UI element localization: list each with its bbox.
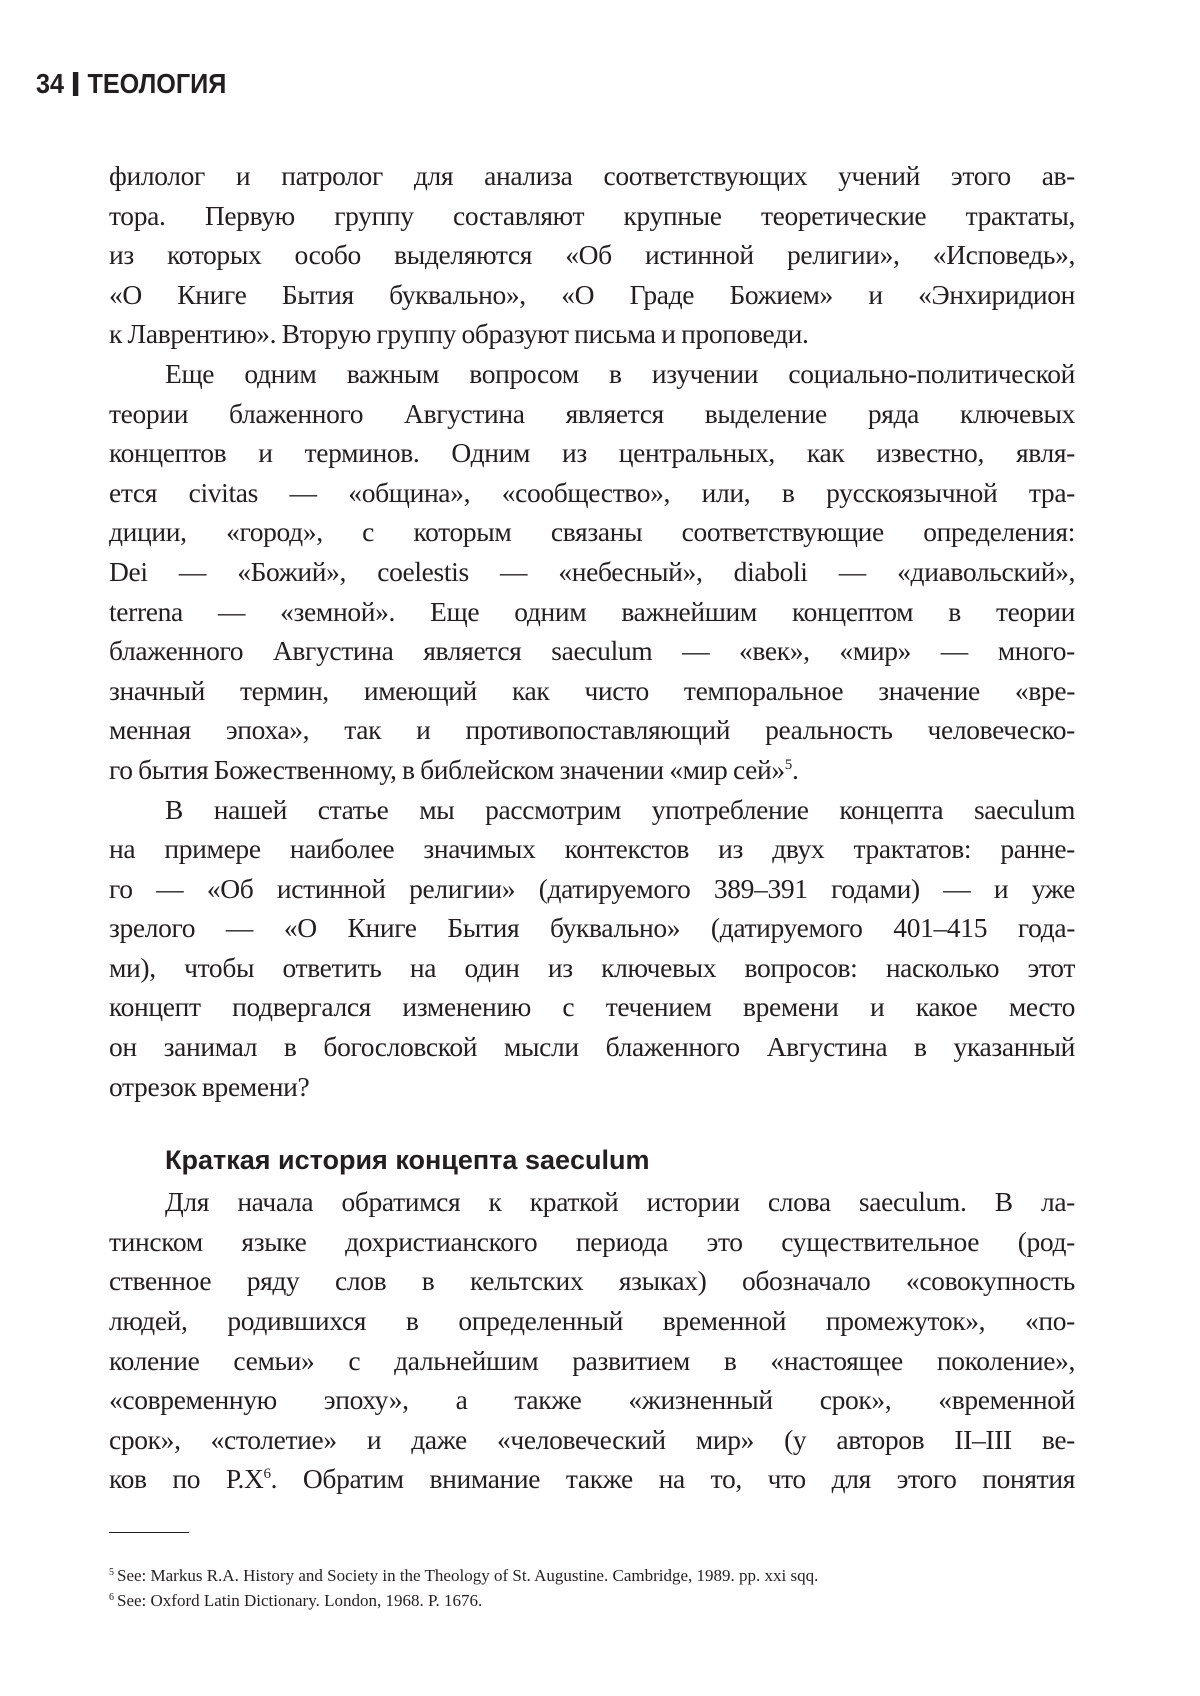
text-line: значный термин, имеющий как чисто темпоральное значение «вре- <box>109 674 1075 706</box>
text-line <box>109 750 1075 790</box>
text-line: срок», «столетие» и даже «человеческий мир» (у авторов II–III ве- <box>109 1423 1075 1455</box>
section-heading: Краткая история концепта saeculum <box>165 1145 650 1176</box>
footnote-number: 5 <box>109 1567 114 1578</box>
text-line: менная эпоха», так и противопоставляющий реальность человеческо- <box>109 714 1075 746</box>
footnote-ref[interactable]: 6 <box>263 1466 271 1483</box>
footnote-rule <box>109 1532 189 1533</box>
text-line: тора. Первую группу составляют крупные теоретические трактаты, <box>109 199 1075 231</box>
separator-bar <box>73 72 78 96</box>
line-text: ков по Р.Х <box>109 1463 264 1495</box>
section-title: ТЕОЛОГИЯ <box>87 68 227 99</box>
text-line: зрелого — «О Книге Бытия буквально» (датируемого 401–415 года- <box>109 912 1075 944</box>
paragraph <box>109 790 1075 1107</box>
footnotes <box>109 1563 818 1613</box>
text-line: terrena — «земной». Еще одним важнейшим концептом в теории <box>109 595 1075 627</box>
text-line: ется civitas — «община», «сообщество», или, в русскоязычной тра- <box>109 476 1075 508</box>
text-line: концепт подвергался изменению с течением времени и какое место <box>109 991 1075 1023</box>
text-line: из которых особо выделяются «Об истинной религии», «Исповедь», <box>109 239 1075 271</box>
text-line: на примере наиболее значимых контекстов из двух трактатов: ранне- <box>109 833 1075 865</box>
running-head <box>36 68 226 100</box>
footnote-text: See: Markus R.A. History and Society in the Theology of St. Augustine. Cambridge, 1989. pp. xxi sqq. <box>117 1566 819 1585</box>
text-line: концептов и терминов. Одним из центральных, как известно, явля- <box>109 437 1075 469</box>
page-number: 34 <box>36 68 65 99</box>
text-line: теории блаженного Августина является выделение ряда ключевых <box>109 397 1075 429</box>
text-line: «О Книге Бытия буквально», «О Граде Божием» и «Энхиридион <box>109 278 1075 310</box>
text-line: тинском языке дохристианского периода это существительное (род- <box>109 1225 1075 1257</box>
paragraph <box>109 1182 1075 1499</box>
text-line: Dei — «Божий», coelestis — «небесный», diaboli — «диавольский», <box>109 555 1075 587</box>
paragraph <box>109 354 1075 790</box>
text-line: Для начала обратимся к краткой истории слова saeculum. В ла- <box>165 1186 1075 1218</box>
line-text: . <box>791 753 799 785</box>
text-line: к Лаврентию». Вторую группу образуют письма и проповеди. <box>109 318 809 350</box>
text-line: блаженного Августина является saeculum — «век», «мир» — много- <box>109 635 1075 667</box>
text-line: го — «Об истинной религии» (датируемого 389–391 годами) — и уже <box>109 872 1075 904</box>
footnote <box>109 1588 818 1613</box>
footnote-text: See: Oxford Latin Dictionary. London, 1968. P. 1676. <box>117 1591 483 1610</box>
text-line: диции, «город», с которым связаны соответствующие определения: <box>109 516 1075 548</box>
text-line: ми), чтобы ответить на один из ключевых вопросов: насколько этот <box>109 951 1075 983</box>
body-text <box>109 156 1075 1499</box>
footnote-number: 6 <box>109 1592 114 1603</box>
text-line: отрезок времени? <box>109 1070 310 1102</box>
text-line <box>109 1459 1075 1499</box>
line-text: го бытия Божественному, в библейском значении «мир сей» <box>109 753 785 785</box>
text-line: Еще одним важным вопросом в изучении социально-политической <box>165 357 1075 389</box>
text-line: он занимал в богословской мысли блаженного Августина в указанный <box>109 1031 1075 1063</box>
footnote-ref[interactable]: 5 <box>784 756 792 773</box>
text-line: В нашей статье мы рассмотрим употребление концепта saeculum <box>165 793 1075 825</box>
paragraph <box>109 156 1075 354</box>
text-line: ственное ряду слов в кельтских языках) обозначало «совокупность <box>109 1265 1075 1297</box>
paragraphs-before-heading <box>109 156 1075 1106</box>
text-line: людей, родившихся в определенный временной промежуток», «по- <box>109 1305 1075 1337</box>
line-text: . Обратим внимание также на то, что для этого понятия <box>270 1463 1075 1495</box>
text-line: филолог и патролог для анализа соответствующих учений этого ав- <box>109 160 1075 191</box>
paragraphs-after-heading <box>109 1182 1075 1499</box>
text-line: «современную эпоху», а также «жизненный срок», «временной <box>109 1384 1075 1416</box>
footnote <box>109 1563 818 1588</box>
text-line: коление семьи» с дальнейшим развитием в «настоящее поколение», <box>109 1344 1075 1376</box>
